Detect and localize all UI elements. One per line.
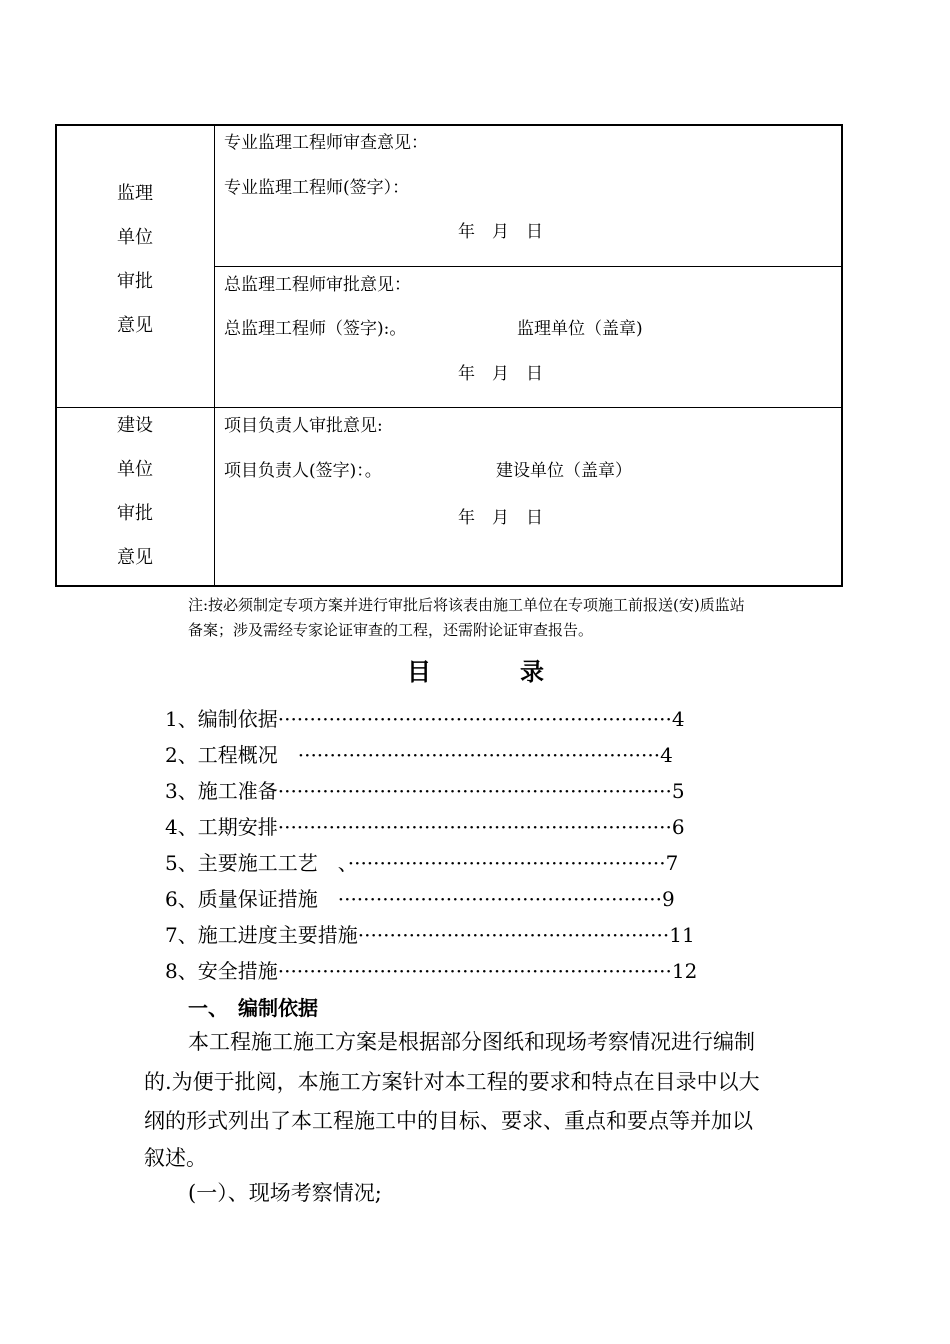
engineer-date: 年 月 日	[458, 222, 543, 242]
toc-item-4[interactable]: 4、工期安排······························································6	[165, 815, 685, 839]
toc-item-7[interactable]: 7、施工进度主要措施·················································11	[165, 923, 695, 947]
table-divider-vertical	[214, 124, 215, 587]
table-divider-section	[55, 407, 843, 408]
section-heading: 一、 编制依据	[188, 996, 318, 1020]
chief-date: 年 月 日	[458, 364, 543, 384]
toc-title-left: 目	[407, 657, 431, 686]
sub-heading: (一）、现场考察情况;	[188, 1181, 382, 1205]
chief-sign-label: 总监理工程师（签字):。	[224, 319, 407, 339]
supervisor-unit-seal: 监理单位（盖章)	[517, 319, 643, 339]
supervisor-side-label-4: 意见	[117, 315, 153, 336]
toc-item-8[interactable]: 8、安全措施······························································12	[165, 959, 698, 983]
toc-title-right: 录	[520, 657, 544, 686]
toc-item-2[interactable]: 2、工程概况 ·························································4	[165, 743, 673, 767]
toc-item-5[interactable]: 5、主要施工工艺 、··················································7	[165, 851, 679, 875]
paragraph-line-3: 纲的形式列出了本工程施工中的目标、要求、重点和要点等并加以	[144, 1109, 753, 1133]
paragraph-line-2: 的.为便于批阅，本施工方案针对本工程的要求和特点在目录中以大	[144, 1070, 760, 1094]
pm-sign-label: 项目负责人(签字)：。	[224, 461, 382, 481]
paragraph-line-1: 本工程施工施工方案是根据部分图纸和现场考察情况进行编制	[188, 1030, 755, 1054]
owner-side-label-2: 单位	[117, 459, 153, 480]
paragraph-line-4: 叙述。	[144, 1146, 207, 1170]
engineer-sign-label: 专业监理工程师(签字）：	[224, 178, 410, 198]
engineer-opinion-label: 专业监理工程师审查意见：	[224, 133, 428, 153]
owner-unit-seal: 建设单位（盖章）	[496, 461, 632, 481]
chief-opinion-label: 总监理工程师审批意见：	[224, 275, 411, 295]
toc-item-6[interactable]: 6、质量保证措施 ···················································9	[165, 887, 675, 911]
supervisor-side-label-3: 审批	[117, 271, 153, 292]
owner-side-label-1: 建设	[117, 415, 153, 436]
supervisor-side-label-2: 单位	[117, 227, 153, 248]
pm-opinion-label: 项目负责人审批意见:	[224, 416, 383, 436]
note-line-2: 备案；涉及需经专家论证审查的工程，还需附论证审查报告。	[188, 621, 594, 639]
toc-item-3[interactable]: 3、施工准备······························································5	[165, 779, 685, 803]
toc-item-1[interactable]: 1、编制依据······························································4	[165, 707, 685, 731]
supervisor-side-label-1: 监理	[117, 183, 153, 204]
owner-side-label-4: 意见	[117, 547, 153, 568]
owner-date: 年 月 日	[458, 508, 543, 528]
owner-side-label-3: 审批	[117, 503, 153, 524]
table-divider-inner	[214, 266, 843, 267]
note-line-1: 注:按必须制定专项方案并进行审批后将该表由施工单位在专项施工前报送(安)质监站	[188, 596, 745, 614]
approval-table	[55, 124, 843, 587]
